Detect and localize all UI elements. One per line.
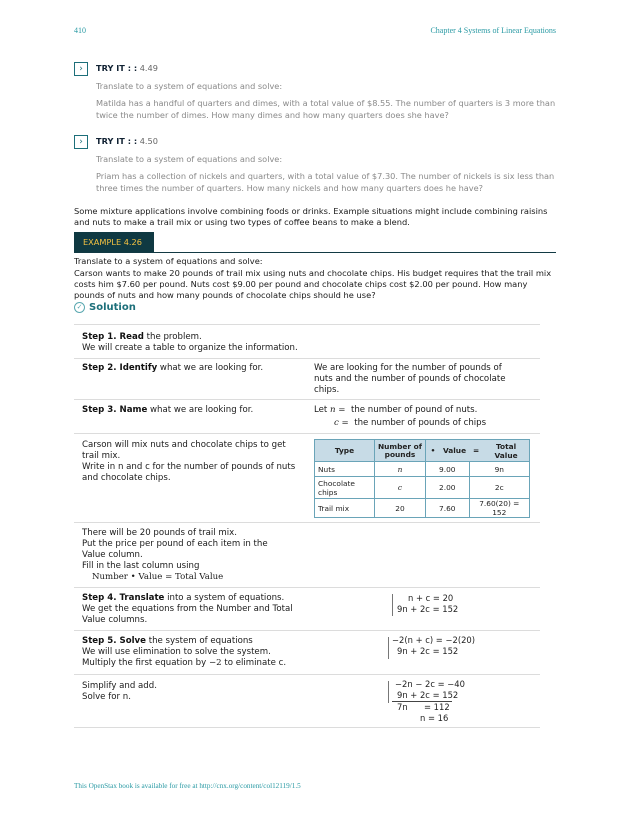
step-text: There will be 20 pounds of trail mix. xyxy=(82,528,237,538)
divider xyxy=(74,727,540,728)
step-3-let-n xyxy=(314,405,477,416)
step-text: Fill in the last column using xyxy=(82,561,200,571)
equation: −2(n + c) = −2(20) xyxy=(392,635,476,645)
cell: 2.00 xyxy=(425,477,469,499)
example-instruction: Translate to a system of equations and solve: xyxy=(74,256,263,266)
intro-paragraph: Some mixture applications involve combining foods or drinks. Example situations might include combining raisins and nuts to make a trail mix or using two types of coffee beans to make a blend. xyxy=(74,206,548,227)
equation: 9n + 2c = 152 xyxy=(397,604,459,614)
step-text: the system of equations xyxy=(145,636,253,646)
cell: 9n xyxy=(469,462,529,477)
cell: 20 xyxy=(374,499,425,518)
step-text: Solve for n. xyxy=(82,692,131,702)
check-circle-icon: ✓ xyxy=(74,302,85,313)
step-3 xyxy=(82,405,307,416)
step-1 xyxy=(82,332,332,354)
cell: Trail mix xyxy=(315,499,375,518)
equation: 9n + 2c = 152 xyxy=(397,646,459,656)
table-row xyxy=(315,477,530,499)
col-value: Value xyxy=(440,440,469,462)
step-text: Multiply the first equation by xyxy=(82,658,207,668)
solution-heading xyxy=(74,302,136,313)
step-label: Step 3. Name xyxy=(82,405,148,415)
divider xyxy=(74,522,540,523)
equation-result: n = 16 xyxy=(420,713,449,723)
chevron-right-icon[interactable]: › xyxy=(74,62,88,76)
cell: Chocolate chips xyxy=(315,477,375,499)
col-total: Total Value xyxy=(483,440,529,462)
solution-title: Solution xyxy=(89,302,136,313)
cell: n xyxy=(374,462,425,477)
step-text: Simplify and add. xyxy=(82,681,157,691)
var-c: c = xyxy=(334,418,349,428)
step-2-answer: We are looking for the number of pounds of nuts and the number of pounds of chocolate chips. xyxy=(314,363,506,395)
equation: 7n xyxy=(397,702,408,712)
step-label: Step 1. Read xyxy=(82,332,144,342)
step-text: We get the equations from the Number and Total Value columns. xyxy=(82,604,293,625)
divider xyxy=(74,433,540,434)
table-row xyxy=(315,499,530,518)
table-row xyxy=(315,462,530,477)
col-type: Type xyxy=(315,440,375,462)
try-it-instruction: Translate to a system of equations and solve: xyxy=(96,81,283,91)
try-it-label: TRY IT : : xyxy=(96,63,138,73)
var-n: n = xyxy=(330,405,346,415)
cell: c xyxy=(374,477,425,499)
equation: −2n − 2c = −40 xyxy=(395,679,465,689)
step-label: Step 4. Translate xyxy=(82,593,165,603)
fill-note xyxy=(82,528,282,583)
equation: = 112 xyxy=(424,702,450,712)
chevron-right-icon[interactable]: › xyxy=(74,135,88,149)
step-5 xyxy=(82,636,332,669)
step-4 xyxy=(82,593,307,626)
step-text: We will use elimination to solve the system. xyxy=(82,647,271,657)
equation: 9n + 2c = 152 xyxy=(397,690,459,700)
cell: 7.60(20) = 152 xyxy=(469,499,529,518)
example-bar xyxy=(74,232,556,253)
chapter-title: Chapter 4 Systems of Linear Equations xyxy=(430,26,556,35)
col-dot: • xyxy=(425,440,440,462)
page-number: 410 xyxy=(74,26,86,35)
footer-note: This OpenStax book is available for free at http://cnx.org/content/col12119/1.5 xyxy=(74,782,301,790)
step-label: Step 5. Solve xyxy=(82,636,146,646)
step-text: what we are looking for. xyxy=(157,363,264,373)
cell: 2c xyxy=(469,477,529,499)
table-note-1: Carson will mix nuts and chocolate chips to get trail mix. xyxy=(82,440,286,461)
step-text: Put the price per pound of each item in the Value column. xyxy=(82,539,268,560)
var-c-def: the number of pounds of chips xyxy=(354,418,487,428)
divider xyxy=(74,358,540,359)
step-text: the problem. xyxy=(143,332,202,342)
divider xyxy=(74,630,540,631)
step-text: into a system of equations. xyxy=(164,593,285,603)
try-it-problem: Matilda has a handful of quarters and dimes, with a total value of $8.55. The number of quarters is 3 more than twice the number of dimes. How many dimes and how many quarters does she have? xyxy=(96,98,556,120)
divider xyxy=(74,399,540,400)
example-problem: Carson wants to make 20 pounds of trail mix using nuts and chocolate chips. His budget requires that the trail mix costs him $7.60 per pound. Nuts cost $9.00 per pound and chocolate chips cost $2.00 per pound. How many pounds of nuts and how many pounds of chocolate chips should he use? xyxy=(74,268,552,300)
system-brace xyxy=(392,594,396,616)
value-table xyxy=(314,439,530,518)
var-n-def: the number of pound of nuts. xyxy=(350,405,478,415)
fill-formula: Number • Value = Total Value xyxy=(92,572,224,582)
step-text: what we are looking for. xyxy=(147,405,254,415)
try-it-problem: Priam has a collection of nickels and quarters, with a total value of $7.30. The number of nickels is six less than three times the number of quarters. How many nickels and how many quarters does he have? xyxy=(96,171,555,193)
let-word: Let xyxy=(314,405,328,415)
divider xyxy=(74,674,540,675)
table-note-2: Write in n and c for the number of pounds of nuts and chocolate chips. xyxy=(82,462,296,483)
step-2 xyxy=(82,363,307,374)
step-3-let-c xyxy=(334,418,486,429)
try-it-number: 4.50 xyxy=(139,136,158,146)
cell: 7.60 xyxy=(425,499,469,518)
col-eq: = xyxy=(469,440,483,462)
example-label: EXAMPLE 4.26 xyxy=(74,232,154,252)
divider xyxy=(74,587,540,588)
divider xyxy=(74,324,540,325)
try-it-instruction: Translate to a system of equations and solve: xyxy=(96,154,283,164)
system-brace xyxy=(388,681,392,703)
equation: n + c = 20 xyxy=(408,593,454,603)
cell: 9.00 xyxy=(425,462,469,477)
try-it-label: TRY IT : : xyxy=(96,136,138,146)
simplify-step xyxy=(82,681,282,703)
step-label: Step 2. Identify xyxy=(82,363,158,373)
col-number: Number of pounds xyxy=(374,440,425,462)
multiplier: −2 xyxy=(208,658,222,668)
step-text: We will create a table to organize the information. xyxy=(82,343,298,353)
step-text: to eliminate c. xyxy=(224,658,287,668)
try-it-number: 4.49 xyxy=(139,63,158,73)
cell: Nuts xyxy=(315,462,375,477)
